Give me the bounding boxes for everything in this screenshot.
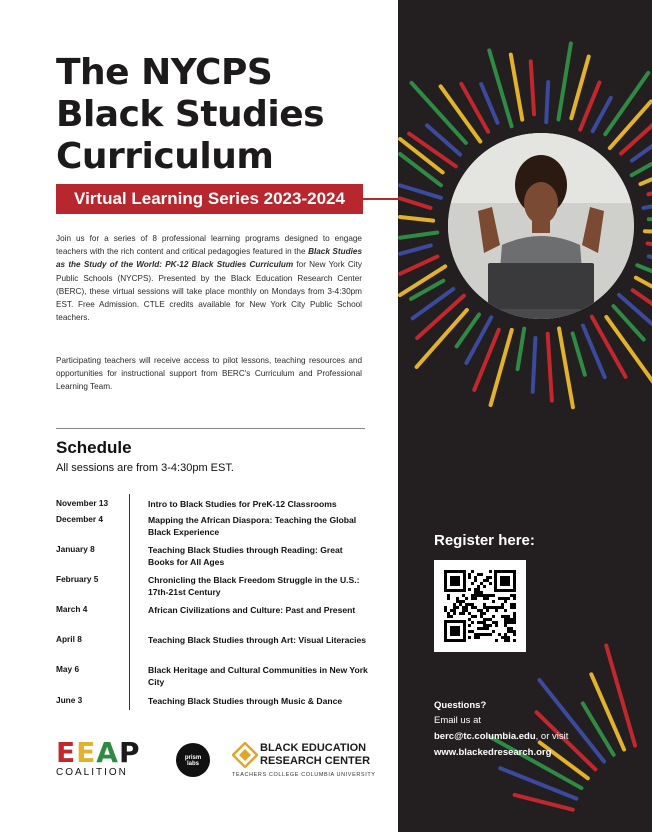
qr-module [483,621,486,624]
qr-module [474,588,477,591]
qr-module [462,612,465,615]
qr-module [477,573,480,576]
qr-module [474,591,477,594]
qr-module [504,600,507,603]
qr-module [474,579,477,582]
questions-email-line [434,731,568,742]
ray-line [400,245,431,253]
schedule-subtitle: All sessions are from 3-4:30pm EST. [56,462,234,474]
qr-module [471,606,474,609]
corner-ray-line [606,646,635,746]
title-line-3: Curriculum [56,136,274,177]
qr-module [492,594,495,597]
qr-module [468,612,471,615]
qr-module [483,612,486,615]
qr-module [474,636,477,639]
registration-qr-code[interactable] [434,560,526,652]
ray-line [518,329,525,369]
qr-module [510,594,513,597]
corner-rays [491,646,635,810]
qr-module [450,609,453,612]
qr-module [492,615,495,618]
qr-module [498,597,501,600]
qr-module [486,606,489,609]
qr-module [471,603,474,606]
qr-module [483,627,486,630]
qr-module [483,624,486,627]
qr-module [471,570,474,573]
qr-module [468,603,471,606]
qr-module [495,624,498,627]
qr-module [513,606,516,609]
qr-module [480,633,483,636]
qr-module [447,615,450,618]
qr-module [507,621,510,624]
session-date: January 8 [56,544,95,554]
qr-module [513,633,516,636]
qr-module [480,609,483,612]
qr-module [513,615,516,618]
qr-code-icon [434,560,526,652]
ray-line [400,198,430,208]
ray-line [533,338,536,392]
qr-module [471,615,474,618]
qr-module [462,600,465,603]
ray-line [400,232,437,237]
qr-module [486,633,489,636]
qr-module [450,615,453,618]
qr-module [480,615,483,618]
qr-module [480,573,483,576]
series-banner: Virtual Learning Series 2023-2024 [56,184,363,214]
eeap-subtitle: COALITION [56,767,128,778]
qr-module [471,582,474,585]
qr-module [492,621,495,624]
qr-module [453,609,456,612]
qr-module [489,624,492,627]
qr-module [477,588,480,591]
qr-module [486,594,489,597]
qr-module [489,570,492,573]
qr-module [468,636,471,639]
qr-module [510,603,513,606]
intro-text-1: Join us for a series of 8 professional learning programs designed to engage teachers with the rich content and critical pedagogies featured in the [56,234,362,257]
qr-module [471,621,474,624]
qr-module [483,603,486,606]
eeap-letter: E [76,736,97,769]
qr-module [447,594,450,597]
ray-line [592,317,626,377]
ray-line [548,334,552,401]
session-date: March 4 [56,604,88,614]
questions-website-line [434,747,551,758]
title-line-2: Black Studies [56,94,325,135]
qr-module [480,594,483,597]
qr-module [456,606,459,609]
qr-module [456,597,459,600]
qr-module [474,633,477,636]
curriculum-title: Black Studies as the Study of the World: PK-12 Black Studies Curriculum [56,247,362,270]
circle-logo-line: labs [186,761,199,767]
qr-module [480,591,483,594]
ray-line [546,82,548,122]
qr-module [474,576,477,579]
qr-module [510,630,513,633]
ray-line [605,73,648,134]
qr-module [468,576,471,579]
qr-module [489,606,492,609]
qr-module [477,594,480,597]
qr-module [501,603,504,606]
qr-module [483,585,486,588]
qr-module [486,627,489,630]
qr-module [489,633,492,636]
berc-name-line-2: RESEARCH CENTER [260,755,371,767]
qr-module [465,597,468,600]
session-date: February 5 [56,574,99,584]
qr-module [483,594,486,597]
qr-module [504,609,507,612]
session-topic: African Civilizations and Culture: Past and Present [148,605,356,615]
session-topic: Mapping the African Diaspora: Teaching the Global Black Experience [148,515,357,537]
qr-module [477,591,480,594]
ray-line [645,231,652,233]
ray-line [417,296,464,338]
qr-module [498,606,501,609]
qr-module [513,618,516,621]
ray-line [511,55,522,120]
title-line-1: The NYCPS [56,52,273,93]
qr-module [501,606,504,609]
qr-module [483,618,486,621]
qr-module [510,606,513,609]
qr-module [468,630,471,633]
qr-module [498,633,501,636]
circle-logo-line: prism [184,755,202,761]
qr-module [474,615,477,618]
qr-module [459,612,462,615]
qr-module [486,609,489,612]
ray-line [593,98,611,131]
teacher-photo [448,133,634,319]
qr-module [495,609,498,612]
qr-module [462,594,465,597]
qr-module [474,594,477,597]
qr-module [486,579,489,582]
qr-module [507,639,510,642]
qr-module [459,600,462,603]
qr-module [501,597,504,600]
qr-module [483,579,486,582]
session-topic: Intro to Black Studies for PreK-12 Classrooms [148,499,337,509]
questions-or-visit: , or visit [535,731,569,742]
qr-module [495,639,498,642]
qr-module [453,612,456,615]
register-title: Register here: [434,532,535,549]
qr-module [507,627,510,630]
teacher-photo-illustration [448,133,634,319]
session-topic: Teaching Black Studies through Reading: Great Books for All Ages [148,545,343,567]
session-topic: Teaching Black Studies through Music & Dance [148,696,343,706]
berc-affiliation: TEACHERS COLLEGE COLUMBIA UNIVERSITY [232,772,376,778]
ray-line [571,57,588,119]
ray-line [559,328,573,407]
website-link[interactable]: www.blackedresearch.org [434,747,552,758]
qr-module [513,612,516,615]
qr-module [465,603,468,606]
corner-ray-line [515,795,573,810]
qr-module [480,582,483,585]
qr-module [456,600,459,603]
eeap-letter: P [118,736,141,769]
qr-module [507,615,510,618]
qr-module [465,606,468,609]
qr-module [465,609,468,612]
ray-line [558,43,570,119]
qr-module [477,621,480,624]
qr-module [468,573,471,576]
session-topic: Black Heritage and Cultural Communities in New York City [148,665,368,687]
qr-module [504,633,507,636]
qr-module [471,594,474,597]
qr-module [510,627,513,630]
qr-module [513,639,516,642]
qr-module [492,600,495,603]
ray-line [400,257,437,274]
session-date: June 3 [56,695,83,705]
qr-module [504,636,507,639]
qr-module [489,582,492,585]
qr-module [477,636,480,639]
qr-module [459,603,462,606]
qr-module [501,615,504,618]
qr-module [492,606,495,609]
ray-line [400,154,441,185]
intro-text-2: for New York City Public Schools (NYCPS). Presented by the Black Education Research Center (BERC), these virtual sessions will take place monthly on Mondays from 3-4:30pm EST. Free Admission. CTLE credits available for New York City Public School teachers. [56,260,362,323]
qr-module [474,606,477,609]
qr-module [513,594,516,597]
qr-module [486,597,489,600]
ray-line [610,102,651,148]
qr-module [468,588,471,591]
qr-module [447,612,450,615]
qr-module [444,606,447,609]
qr-module [486,618,489,621]
qr-module [480,621,483,624]
session-date: November 13 [56,498,109,508]
contact-email-link[interactable]: berc@tc.columbia.edu [434,731,536,742]
corner-ray-line [500,768,576,798]
qr-module [492,630,495,633]
qr-module [513,630,516,633]
qr-module [513,621,516,624]
qr-module [513,597,516,600]
questions-title: Questions? [434,700,487,711]
session-topic: Chronicling the Black Freedom Struggle in the U.S.: 17th-21st Century [148,575,360,597]
ray-line [648,243,652,255]
qr-module [489,618,492,621]
qr-module [474,597,477,600]
qr-module [510,618,513,621]
qr-module [507,636,510,639]
session-date: December 4 [56,514,104,524]
qr-module [480,612,483,615]
qr-module [495,606,498,609]
qr-module [489,576,492,579]
qr-module [477,627,480,630]
session-date: April 8 [56,634,82,644]
qr-module [504,615,507,618]
ray-line [417,310,467,367]
qr-module [462,606,465,609]
session-date: May 6 [56,664,80,674]
ray-line [400,185,441,197]
ray-line [531,61,534,114]
qr-module [477,633,480,636]
ray-line [573,333,585,374]
qr-module [489,594,492,597]
qr-module [483,606,486,609]
qr-module [471,597,474,600]
qr-module [510,621,513,624]
session-topic: Teaching Black Studies through Art: Visual Literacies [148,635,367,645]
ray-line [481,84,497,123]
participation-paragraph: Participating teachers will receive access to pilot lessons, teaching resources and opportunities for instructional support from BERC's Curriculum and Professional Learning Team. [56,356,362,392]
qr-module [483,633,486,636]
qr-module [504,621,507,624]
qr-module [471,630,474,633]
qr-module [444,609,447,612]
qr-module [462,609,465,612]
qr-module [504,624,507,627]
qr-module [486,576,489,579]
schedule-title: Schedule [56,438,132,457]
eeap-letter: A [96,736,119,769]
berc-name-line-1: BLACK EDUCATION [260,742,367,754]
qr-module [501,636,504,639]
qr-module [453,606,456,609]
qr-module [447,597,450,600]
ray-line [606,317,652,384]
eeap-letter: E [56,736,77,769]
qr-module [480,627,483,630]
qr-module [468,624,471,627]
ray-line [441,86,481,141]
ray-line [400,217,433,221]
qr-module [504,639,507,642]
qr-module [453,603,456,606]
qr-module [507,597,510,600]
qr-module [468,618,471,621]
qr-module [486,624,489,627]
qr-module [507,630,510,633]
qr-module [477,585,480,588]
qr-module [483,597,486,600]
qr-module [507,618,510,621]
qr-module [504,618,507,621]
qr-module [477,609,480,612]
qr-module [513,603,516,606]
ray-line [648,181,652,194]
qr-module [495,621,498,624]
qr-module [504,597,507,600]
questions-line: Email us at [434,715,481,726]
